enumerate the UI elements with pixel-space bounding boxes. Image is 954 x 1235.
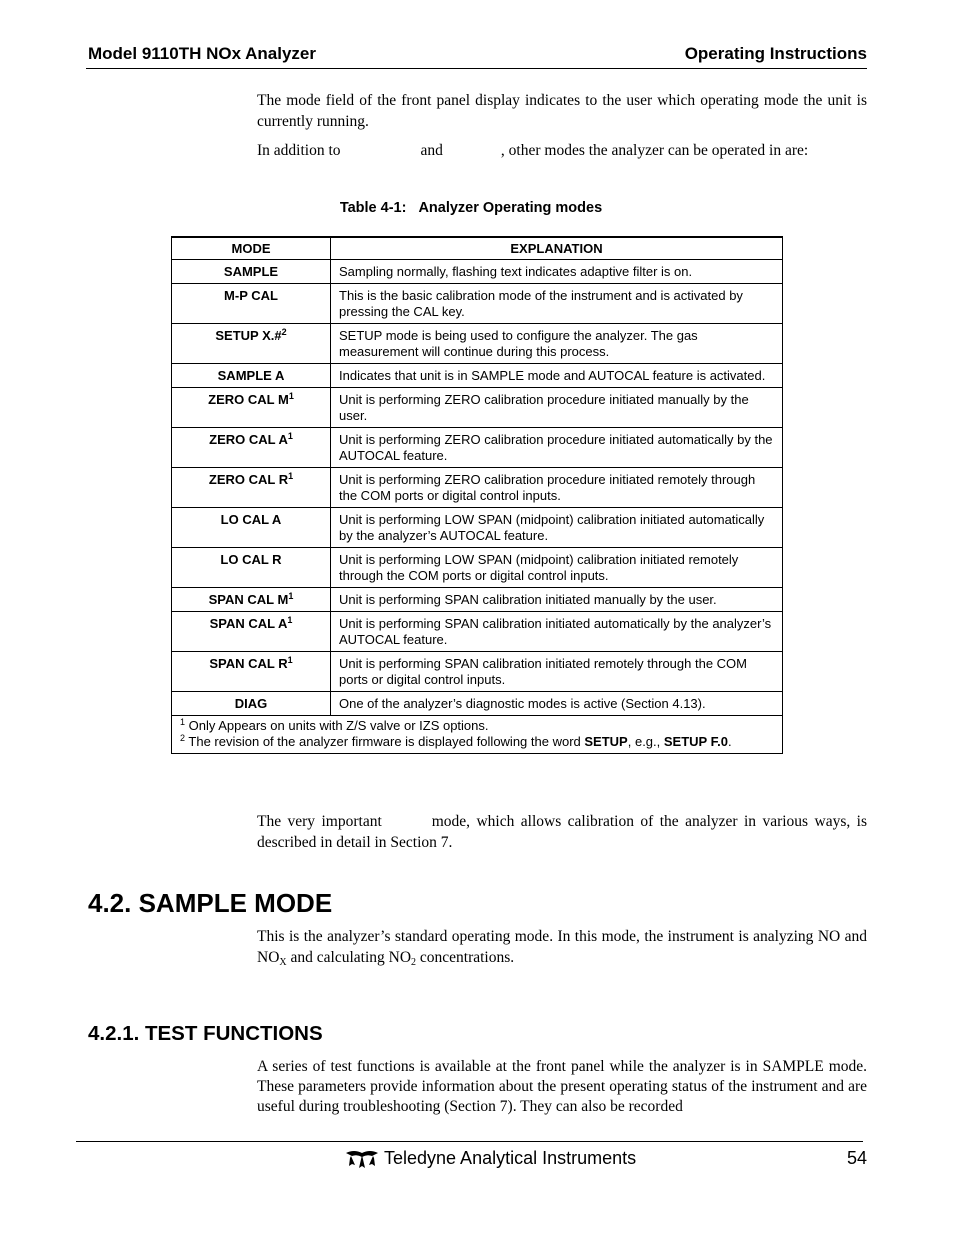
table-row [172,468,783,508]
explanation-cell: Unit is performing LOW SPAN (midpoint) calibration initiated automatically by the analyzer’s AUTOCAL feature. [331,508,783,548]
note-2 [180,734,774,750]
table-row [172,652,783,692]
table-row [172,260,783,284]
explanation-cell: Unit is performing LOW SPAN (midpoint) calibration initiated remotely through the COM ports or digital control inputs. [331,548,783,588]
mode-cell [172,284,331,324]
intro-text-2a: In addition to [257,142,341,159]
table-row [172,284,783,324]
mode-cell [172,548,331,588]
table-caption [0,200,954,216]
mode-footnote-marker: 1 [287,615,293,625]
table-row [172,612,783,652]
mode-cell [172,324,331,364]
subscript-x: X [279,957,287,968]
explanation-cell: Unit is performing ZERO calibration procedure initiated manually by the user. [331,388,783,428]
mode-cell [172,364,331,388]
explanation-cell: Unit is performing SPAN calibration initiated manually by the user. [331,588,783,612]
table-row [172,324,783,364]
mode-cell [172,468,331,508]
table-notes [172,716,783,754]
table-row [172,428,783,468]
note-1-marker: 1 [180,717,186,727]
column-header-mode: MODE [172,237,331,260]
table-body [172,260,783,716]
calibration-text-b: mode, which allows calibration of the analyzer in various ways, is described in detail in Section 7. [257,813,867,851]
mode-name: LO CAL A [220,512,282,527]
explanation-cell: Unit is performing SPAN calibration initiated remotely through the COM ports or digital control inputs. [331,652,783,692]
subscript-2: 2 [411,957,417,968]
test-functions-paragraph [257,1057,867,1117]
note-1 [180,718,774,734]
explanation-cell: One of the analyzer’s diagnostic modes is active (Section 4.13). [331,692,783,716]
mode-name: SPAN CAL M [208,592,289,607]
intro-paragraph-1 [257,90,867,132]
note-2-bold-a: SETUP [584,734,628,749]
mode-footnote-marker: 1 [287,431,293,441]
sample-mode-paragraph [257,926,867,968]
table-row [172,364,783,388]
footer-company: Teledyne Analytical Instruments [384,1148,637,1168]
explanation-cell: Unit is performing SPAN calibration initiated automatically by the analyzer’s AUTOCAL feature. [331,612,783,652]
sample-mode-text-b: and calculating NO [290,949,412,966]
mode-name: SETUP X.# [215,328,282,343]
mode-name: SAMPLE [223,264,279,279]
note-2-text-c: . [727,734,732,749]
section-heading-test-functions: 4.2.1. TEST FUNCTIONS [88,1022,323,1045]
explanation-cell: Unit is performing ZERO calibration procedure initiated automatically by the AUTOCAL feature. [331,428,783,468]
mode-cell [172,588,331,612]
note-2-bold-b: SETUP F.0 [663,734,728,749]
table-header-row [172,237,783,260]
note-2-text-b: , e.g., [627,734,661,749]
explanation-cell: This is the basic calibration mode of the instrument and is activated by pressing the CAL key. [331,284,783,324]
mode-name: SAMPLE A [217,368,285,383]
mode-name: LO CAL R [220,552,282,567]
table-notes-row [172,716,783,754]
note-2-text-a: The revision of the analyzer firmware is displayed following the word [188,734,581,749]
calibration-paragraph [257,811,867,853]
column-header-explanation: EXPLANATION [331,237,783,260]
sample-mode-text-c: concentrations. [419,949,515,966]
intro-text-2b: and [420,142,443,159]
page-number: 54 [846,1148,867,1168]
header-title: Model 9110TH NOx Analyzer [88,44,317,63]
mode-name: DIAG [234,696,268,711]
table-row [172,588,783,612]
mode-cell [172,260,331,284]
table-caption-number: Table 4-1: [339,200,407,216]
mode-cell [172,428,331,468]
intro-text-2c: , other modes the analyzer can be operated in are: [500,142,809,159]
section-heading-sample-mode: 4.2. SAMPLE MODE [88,888,333,918]
teledyne-logo-icon [345,1149,379,1169]
mode-cell [172,508,331,548]
mode-name: SPAN CAL A [209,616,288,631]
explanation-cell: Indicates that unit is in SAMPLE mode and AUTOCAL feature is activated. [331,364,783,388]
mode-footnote-marker: 2 [281,327,287,337]
test-functions-text: A series of test functions is available at the front panel while the analyzer is in SAMPLE mode. These parameters provide information about the present operating status of the instrument and are useful during troubleshooting (Section 7). They can also be recorded [257,1058,867,1115]
mode-footnote-marker: 1 [288,471,294,481]
intro-text-1: The mode field of the front panel display indicates to the user which operating mode the unit is currently running. [257,92,867,130]
mode-cell [172,612,331,652]
mode-cell [172,692,331,716]
mode-name: ZERO CAL A [209,432,288,447]
mode-cell [172,652,331,692]
mode-name: ZERO CAL R [208,472,289,487]
header-section: Operating Instructions [684,44,867,63]
table-row [172,692,783,716]
operating-modes-table [171,236,783,754]
table-row [172,548,783,588]
explanation-cell: SETUP mode is being used to configure the analyzer. The gas measurement will continue during this process. [331,324,783,364]
header-rule [86,68,867,69]
table-row [172,388,783,428]
mode-footnote-marker: 1 [288,391,294,401]
sample-mode-text-a: This is the analyzer’s standard operating mode. In this mode, the instrument is analyzing NO and NO [257,928,867,966]
mode-name: ZERO CAL M [208,392,289,407]
note-2-marker: 2 [180,733,186,743]
table-row [172,508,783,548]
mode-name: M-P CAL [224,288,278,303]
explanation-cell: Unit is performing ZERO calibration procedure initiated remotely through the COM ports or digital control inputs. [331,468,783,508]
mode-footnote-marker: 1 [287,655,293,665]
calibration-text-a: The very important [257,813,382,830]
table-caption-title: Analyzer Operating modes [418,200,603,216]
note-1-text: Only Appears on units with Z/S valve or IZS options. [188,718,489,733]
mode-cell [172,388,331,428]
mode-footnote-marker: 1 [288,591,294,601]
intro-paragraph-2 [257,140,867,161]
footer-rule [76,1141,863,1142]
mode-name: SPAN CAL R [209,656,288,671]
explanation-cell: Sampling normally, flashing text indicates adaptive filter is on. [331,260,783,284]
